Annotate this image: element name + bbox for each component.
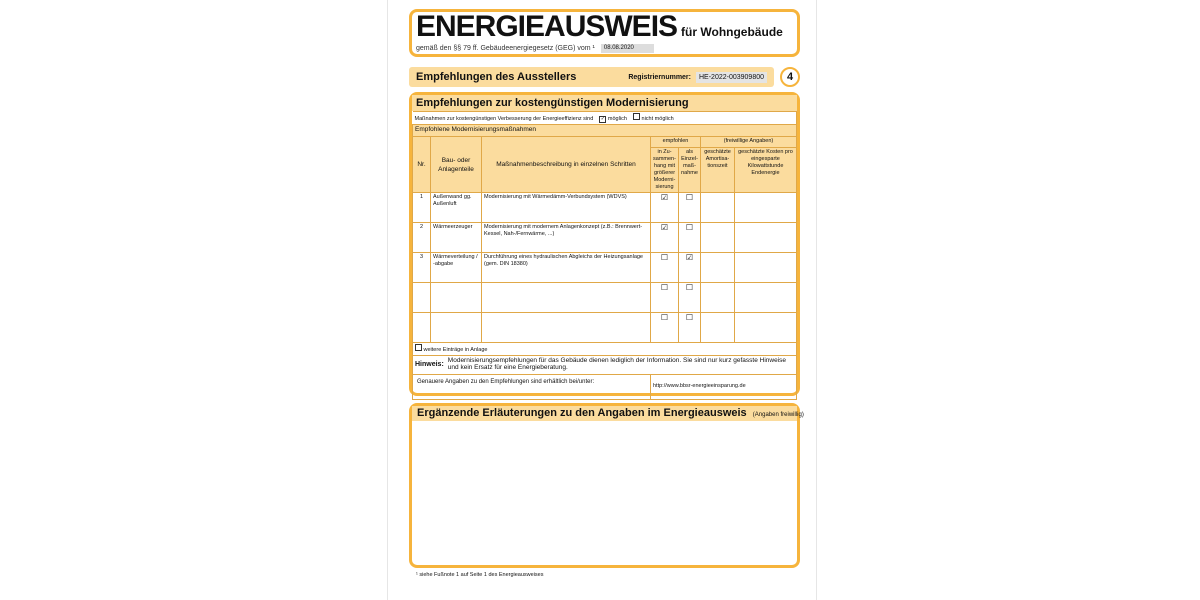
col-single: als Einzel-maß-nahme: [679, 148, 701, 193]
modernization-section: [409, 92, 800, 396]
document-subtitle: für Wohngebäude: [681, 25, 783, 39]
reg-number-field[interactable]: HE-2022-003909800: [696, 72, 767, 83]
reg-label: Registriernummer:: [628, 73, 691, 81]
more-entries-label: weitere Einträge in Anlage: [423, 347, 488, 353]
date-field[interactable]: 08.08.2020: [601, 44, 654, 53]
measures-text: Maßnahmen zur kostengünstigen Verbesserung der Energieeffizienz sind: [414, 116, 594, 122]
table-row: [413, 223, 797, 253]
explanations-section: [409, 403, 804, 568]
footnote: ¹ siehe Fußnote 1 auf Seite 1 des Energieausweises: [416, 572, 544, 578]
document-title: ENERGIEAUSWEIS: [416, 10, 678, 43]
section2-title: Ergänzende Erläuterungen zu den Angaben im Energieausweis: [417, 407, 747, 419]
row-amort[interactable]: [701, 283, 735, 313]
details-label: Genauere Angaben zu den Empfehlungen sind erhältlich bei/unter:: [413, 375, 651, 400]
row-part: [431, 283, 482, 313]
recommended-label: Empfohlene Modernisierungsmaßnahmen: [413, 125, 797, 137]
row-combined-checkbox[interactable]: ☐: [651, 253, 679, 283]
row-desc: [482, 283, 651, 313]
row-desc: Modernisierung mit modernem Anlagenkonzept (z.B.: Brennwert-Kessel, Nah-/Fernwärme, ...): [482, 223, 651, 253]
row-cost[interactable]: [735, 193, 797, 223]
law-reference: gemäß den §§ 79 ff. Gebäudeenergiegesetz (GEG) vom ¹: [416, 45, 595, 52]
row-amort[interactable]: [701, 223, 735, 253]
row-cost[interactable]: [735, 223, 797, 253]
row-combined-checkbox[interactable]: ☐: [651, 313, 679, 343]
page-number: 4: [780, 67, 800, 87]
header-box: [409, 9, 800, 57]
col-amort: geschätzte Amortisa-tionszeit: [701, 148, 735, 193]
row-nr: 2: [413, 223, 431, 253]
row-desc: Modernisierung mit Wärmedämm-Verbundsystem (WDVS): [482, 193, 651, 223]
row-cost[interactable]: [735, 253, 797, 283]
row-single-checkbox[interactable]: ☐: [679, 283, 701, 313]
explanations-field[interactable]: [412, 421, 797, 557]
table-row: [413, 193, 797, 223]
col-empfohlen: empfohlen: [651, 137, 701, 148]
row-nr: 3: [413, 253, 431, 283]
section-bar: [409, 67, 774, 87]
row-amort[interactable]: [701, 193, 735, 223]
not-possible-label: nicht möglich: [641, 116, 674, 122]
not-possible-checkbox[interactable]: [633, 113, 640, 120]
col-optional: (freiwillige Angaben): [701, 137, 797, 148]
row-nr: 1: [413, 193, 431, 223]
table-row: [413, 283, 797, 313]
row-cost[interactable]: [735, 283, 797, 313]
row-part: Wärmeerzeuger: [431, 223, 482, 253]
row-amort[interactable]: [701, 313, 735, 343]
table-row: [413, 253, 797, 283]
col-nr: Nr.: [413, 137, 431, 193]
row-amort[interactable]: [701, 253, 735, 283]
hint-text: Modernisierungsempfehlungen für das Gebäude dienen lediglich der Information. Sie sind nur kurz gefasste Hinweise und kein Ersatz für eine Energieberatung.: [447, 357, 786, 371]
row-single-checkbox[interactable]: ☐: [679, 223, 701, 253]
row-part: Wärmeverteilung / -abgabe: [431, 253, 482, 283]
row-single-checkbox[interactable]: ☐: [679, 193, 701, 223]
row-combined-checkbox[interactable]: ☐: [651, 283, 679, 313]
recommendations-table: [412, 111, 797, 400]
bar-title: Empfehlungen des Ausstellers: [416, 71, 577, 83]
row-single-checkbox[interactable]: ☑: [679, 253, 701, 283]
row-part: [431, 313, 482, 343]
possible-label: möglich: [607, 116, 627, 122]
row-combined-checkbox[interactable]: ☑: [651, 193, 679, 223]
row-combined-checkbox[interactable]: ☑: [651, 223, 679, 253]
row-single-checkbox[interactable]: ☐: [679, 313, 701, 343]
row-desc: Durchführung eines hydraulischen Abgleichs der Heizungsanlage (gem. DIN 18380): [482, 253, 651, 283]
col-desc: Maßnahmenbeschreibung in einzelnen Schritten: [482, 137, 651, 193]
row-part: Außenwand gg. Außenluft: [431, 193, 482, 223]
col-combined: in Zu-sammen-hang mit größerer Moderni-sierung: [651, 148, 679, 193]
hint-label: Hinweis:: [415, 360, 444, 368]
section2-note: (Angaben freiwillig): [752, 412, 804, 418]
row-nr: [413, 283, 431, 313]
table-row: [413, 313, 797, 343]
row-desc: [482, 313, 651, 343]
row-cost[interactable]: [735, 313, 797, 343]
more-entries-checkbox[interactable]: [415, 344, 422, 351]
col-cost: geschätzte Kosten pro eingesparte Kilowattstunde Endenergie: [735, 148, 797, 193]
section-title: Empfehlungen zur kostengünstigen Modernisierung: [412, 95, 797, 111]
col-part: Bau- oder Anlagenteile: [431, 137, 482, 193]
possible-checkbox[interactable]: ✓: [600, 116, 605, 122]
details-url[interactable]: http://www.bbsr-energieeinsparung.de: [651, 375, 797, 400]
row-nr: [413, 313, 431, 343]
